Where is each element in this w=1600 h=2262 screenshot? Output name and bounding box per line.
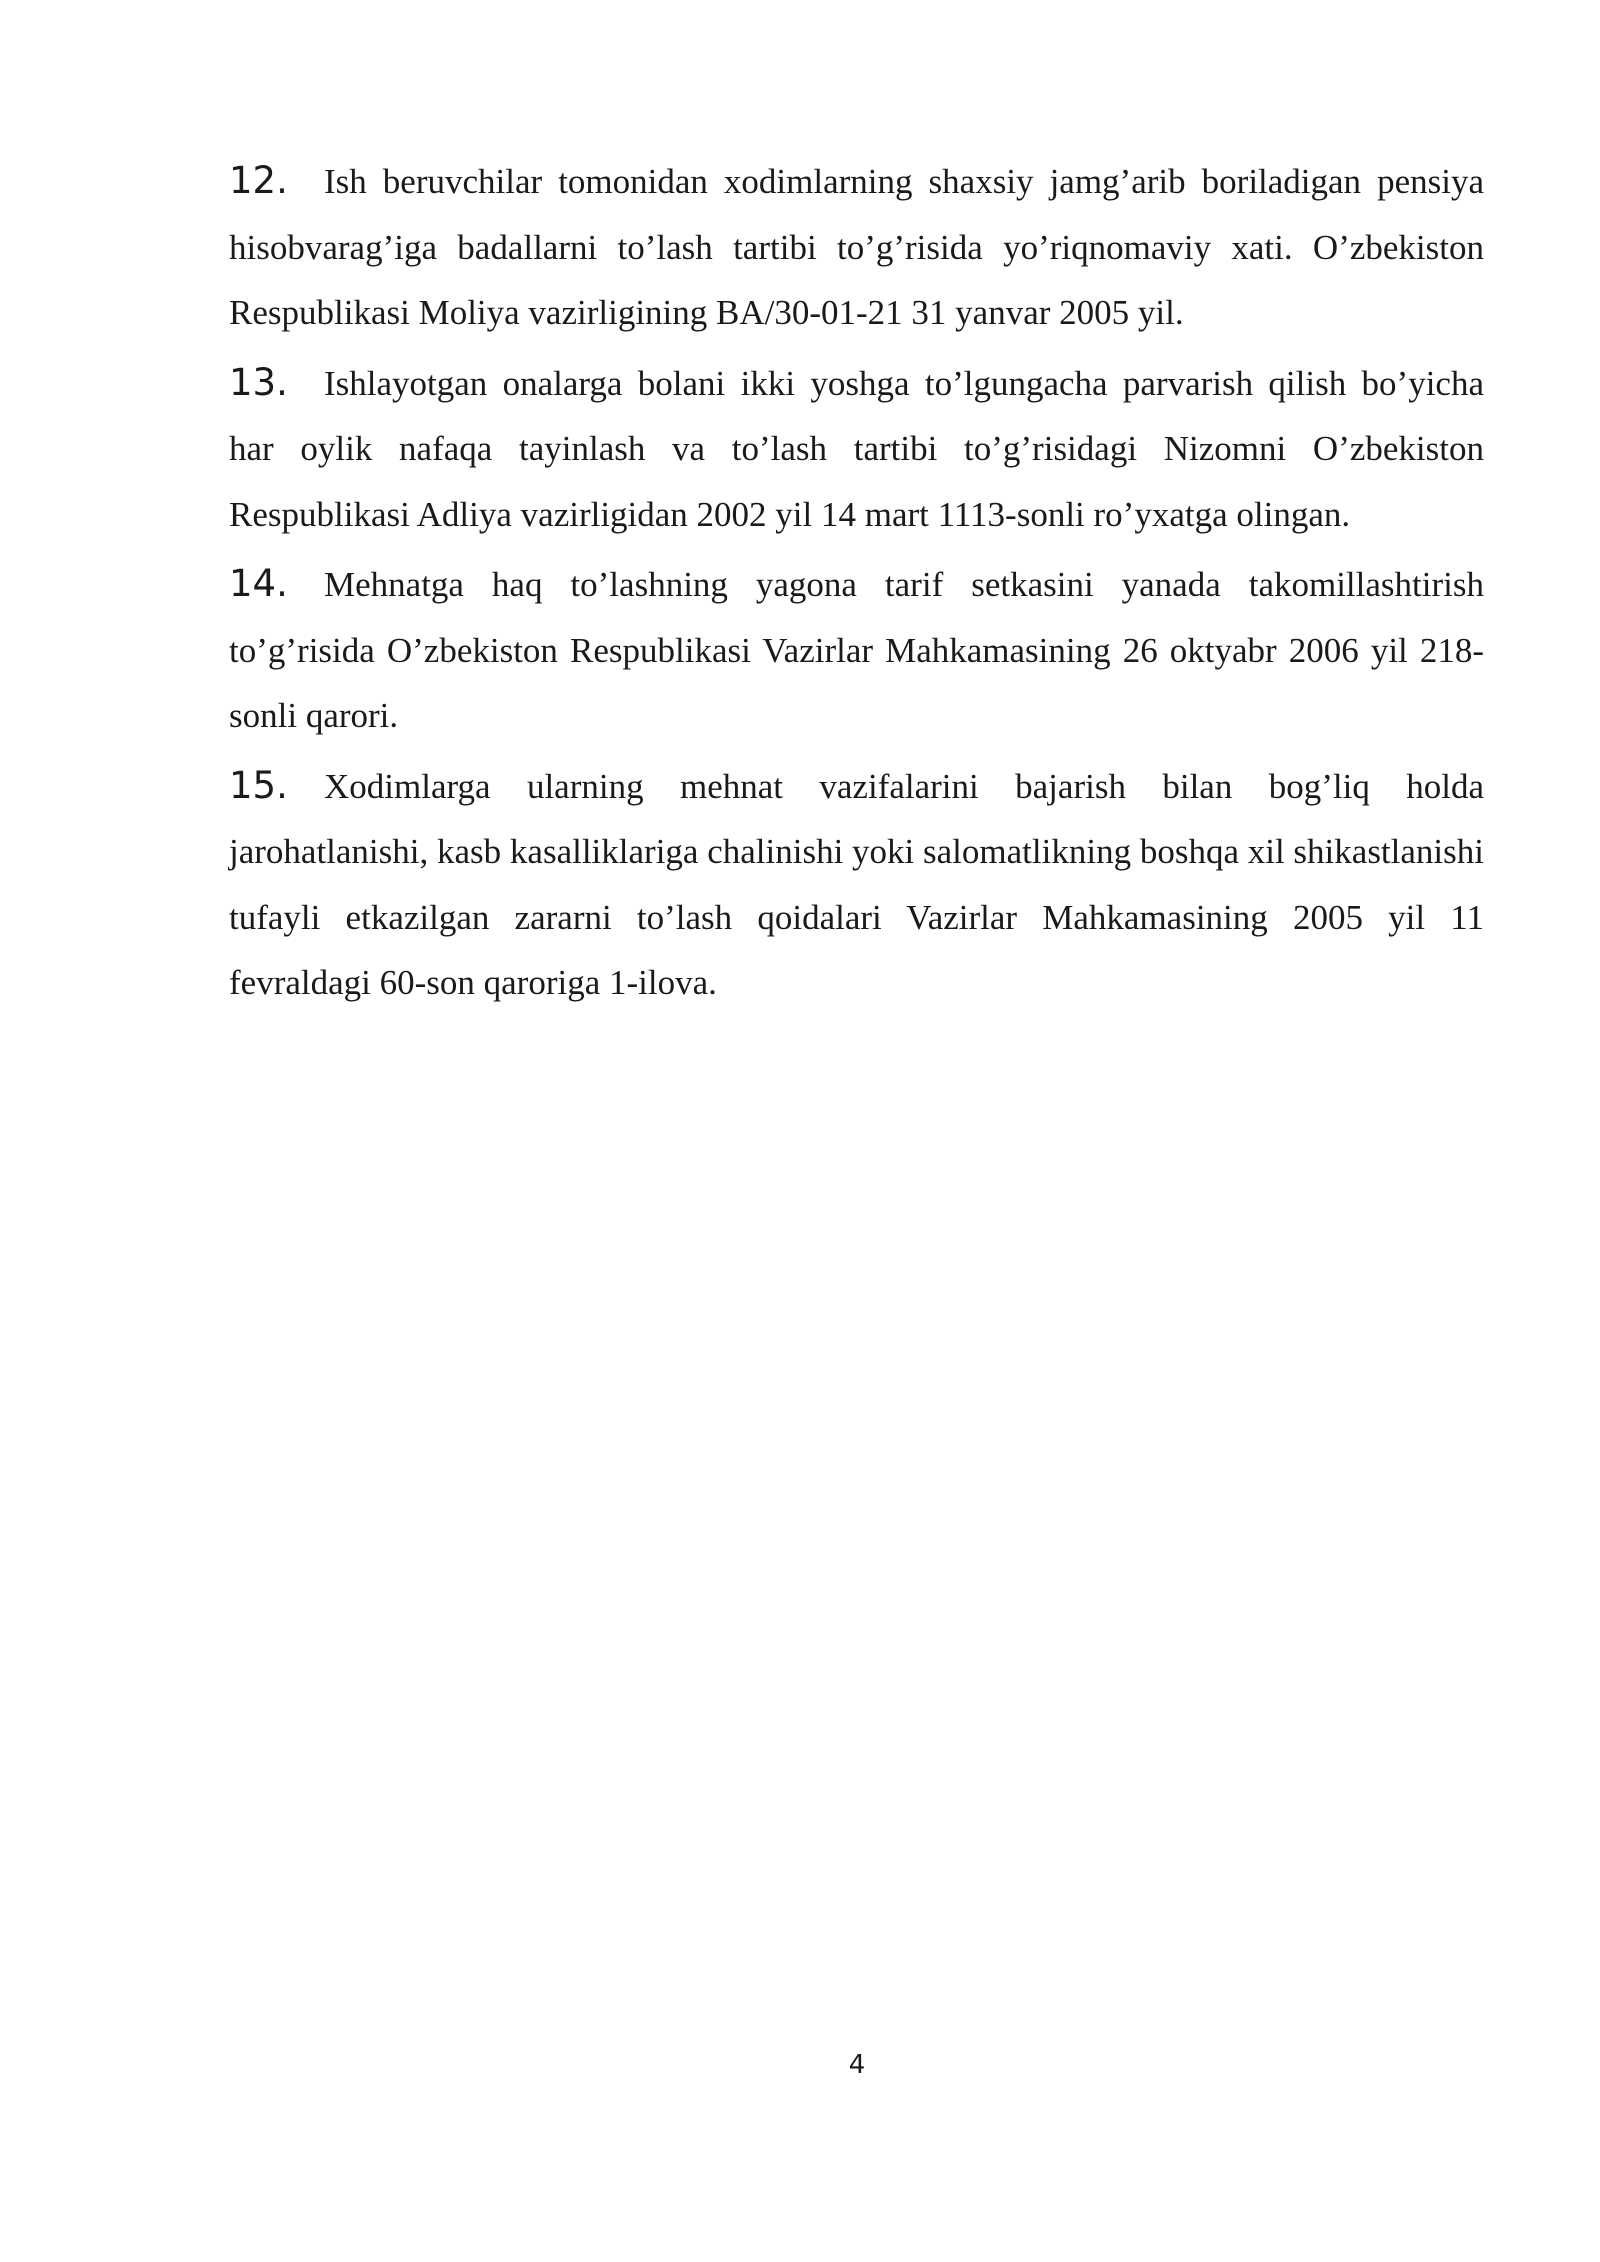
page-number: 4 <box>848 2050 866 2080</box>
document-body <box>229 148 1484 1020</box>
item-text: Ish beruvchilar tomonidan xodimlarning shaxsiy jamg’arib boriladigan pensiya hisobvarag’iga badallarni to’lash tartibi to’g’risida yo’riqnomaviy xati. O’zbekiston Respublikasi Moliya vazirligining BA/30-01-21 31 yanvar 2005 yil. <box>229 162 1484 332</box>
list-item-13 <box>229 350 1484 548</box>
item-text: Mehnatga haq to’lashning yagona tarif setkasini yanada takomillashtirish to’g’risida O’zbekiston Respublikasi Vazirlar Mahkamasining 26 oktyabr 2006 yil 218-sonli qarori. <box>229 565 1484 735</box>
item-number: 13. <box>229 360 288 404</box>
item-number: 14. <box>229 562 288 605</box>
list-item-12 <box>229 148 1484 346</box>
item-text: Ishlayotgan onalarga bolani ikki yoshga to’lgungacha parvarish qilish bo’yicha har oylik nafaqa tayinlash va to’lash tartibi to’g’risidagi Nizomni O’zbekiston Respublikasi Adliya vazirligidan 2002 yil 14 mart 1113-sonli ro’yxatga olingan. <box>229 363 1484 534</box>
item-number: 15. <box>229 763 288 807</box>
item-text: Xodimlarga ularning mehnat vazifalarini bajarish bilan bog’liq holda jarohatlanishi, kasb kasalliklariga chalinishi yoki salomatlikning boshqa xil shikastlanishi tufayli etkazilgan zararni to’lash qoidalari Vazirlar Mahkamasining 2005 yil 11 fevraldagi 60-son qaroriga 1-ilova. <box>229 766 1484 1002</box>
item-number: 12. <box>229 159 288 202</box>
list-item-14 <box>229 551 1484 749</box>
list-item-15 <box>229 753 1484 1016</box>
